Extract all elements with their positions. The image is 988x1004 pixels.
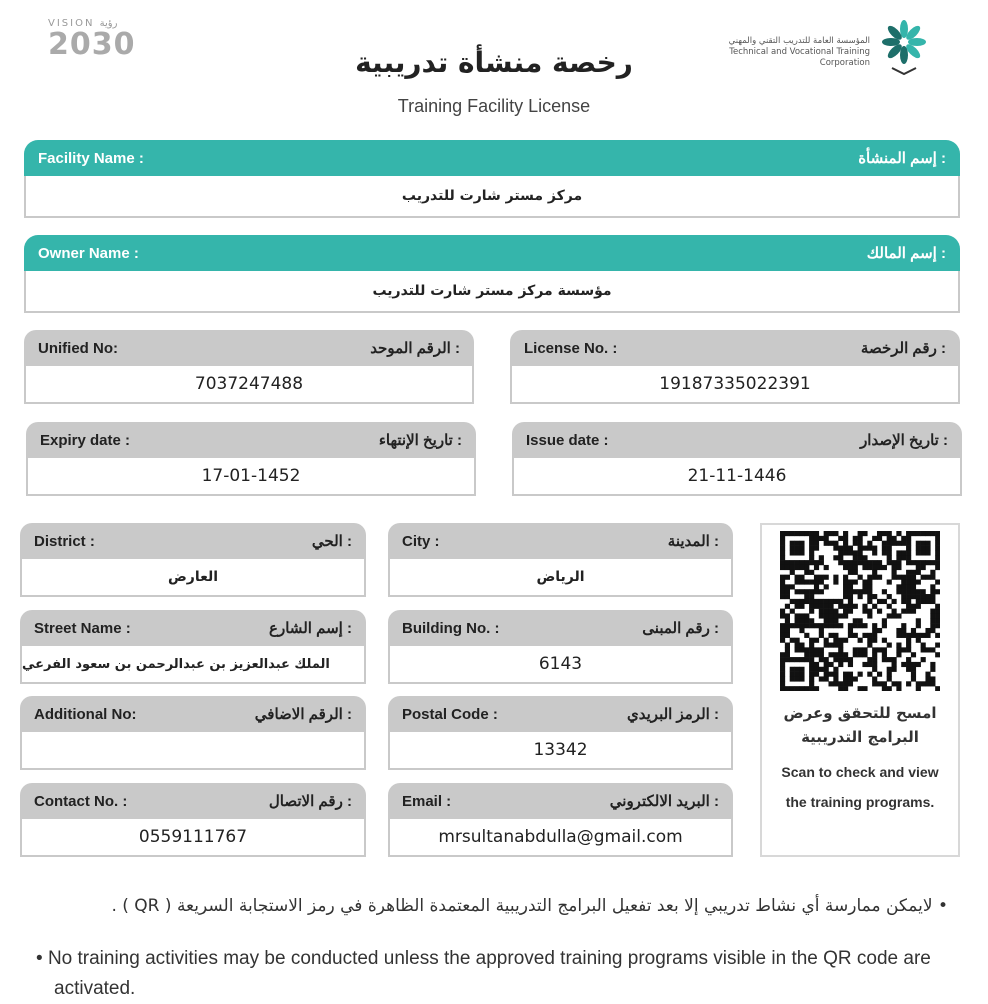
postal-label-en: Postal Code :: [402, 705, 498, 723]
city-label-ar: المدينة :: [667, 533, 719, 550]
issue-field: [512, 422, 962, 496]
owner-label-ar: إسم المالك :: [866, 245, 946, 262]
postal-header: [388, 696, 733, 732]
org-name-ar: المؤسسة العامة للتدريب التقني والمهني: [728, 36, 870, 46]
facility-field: [24, 140, 960, 218]
org-name-en: Technical and Vocational Training Corporation: [729, 47, 870, 68]
street-label-ar: إسم الشارع :: [269, 620, 352, 637]
contact-label-en: Contact No. :: [34, 792, 128, 810]
street-label-en: Street Name :: [34, 619, 131, 637]
title-arabic: رخصة منشأة تدريبية: [355, 46, 633, 79]
license-label-en: License No. :: [524, 339, 618, 357]
note-en-line-1: No training activities may be conducted unless the approved training programs visible in the QR code are: [47, 948, 931, 969]
additional-header: [20, 696, 366, 732]
qr-text-ar-1: امسح للتحقق وعرض: [783, 704, 937, 722]
postal-field: [388, 696, 733, 770]
street-header: [20, 610, 366, 646]
additional-value: [20, 732, 366, 770]
contact-label-ar: رقم الاتصال :: [268, 793, 352, 810]
owner-label-en: Owner Name :: [38, 244, 139, 262]
district-header: [20, 523, 366, 559]
note-ar-text: لايمكن ممارسة أي نشاط تدريبي إلا بعد تفعيل البرامج التدريبية المعتمدة الظاهرة في رمز الاستجابة السريعة ( QR ) .: [111, 896, 933, 916]
contact-value: 0559111767: [20, 819, 366, 857]
unified-label-en: Unified No:: [38, 339, 118, 357]
additional-field: [20, 696, 366, 770]
building-label-ar: رقم المبنى :: [642, 620, 719, 637]
city-field: [388, 523, 733, 597]
owner-header: [24, 235, 960, 271]
unified-value: 7037247488: [24, 366, 474, 404]
note-english: • No training activities may be conducted unless the approved training programs visible in the QR code are activated.: [36, 944, 931, 1004]
qr-code[interactable]: [780, 531, 940, 691]
postal-label-ar: الرمز البريدي :: [627, 706, 719, 723]
postal-value: 13342: [388, 732, 733, 770]
title-english: Training Facility License: [397, 96, 591, 116]
issue-label-ar: تاريخ الإصدار :: [860, 432, 948, 449]
owner-field: [24, 235, 960, 313]
note-arabic: • لايمكن ممارسة أي نشاط تدريبي إلا بعد تفعيل البرامج التدريبية المعتمدة الظاهرة في رمز الاستجابة السريعة ( QR ) .: [111, 896, 948, 916]
city-value: الرياض: [388, 559, 733, 597]
vision-2030-logo: VISION رؤية 2030: [48, 18, 136, 62]
facility-label-en: Facility Name :: [38, 149, 144, 167]
contact-field: [20, 783, 366, 857]
building-header: [388, 610, 733, 646]
issue-label-en: Issue date :: [526, 431, 609, 449]
building-label-en: Building No. :: [402, 619, 500, 637]
license-label-ar: رقم الرخصة :: [860, 340, 946, 357]
expiry-field: [26, 422, 476, 496]
street-field: [20, 610, 366, 684]
issue-header: [512, 422, 962, 458]
expiry-label-ar: تاريخ الإنتهاء :: [378, 432, 462, 449]
facility-value: مركز مستر شارت للتدريب: [24, 176, 960, 218]
facility-header: [24, 140, 960, 176]
qr-panel: [760, 523, 960, 857]
building-value: 6143: [388, 646, 733, 684]
email-label-en: Email :: [402, 792, 452, 810]
building-field: [388, 610, 733, 684]
license-field: [510, 330, 960, 404]
district-value: العارض: [20, 559, 366, 597]
expiry-header: [26, 422, 476, 458]
additional-label-en: Additional No:: [34, 705, 137, 723]
email-field: [388, 783, 733, 857]
owner-value: مؤسسة مركز مستر شارت للتدريب: [24, 271, 960, 313]
city-header: [388, 523, 733, 559]
district-label-ar: الحي :: [311, 533, 352, 550]
license-header: [510, 330, 960, 366]
license-value: 19187335022391: [510, 366, 960, 404]
unified-label-ar: الرقم الموحد :: [370, 340, 460, 357]
unified-field: [24, 330, 474, 404]
email-label-ar: البريد الالكتروني :: [609, 793, 719, 810]
email-value: mrsultanabdulla@gmail.com: [388, 819, 733, 857]
facility-label-ar: إسم المنشأة :: [858, 150, 946, 167]
city-label-en: City :: [402, 532, 440, 550]
email-header: [388, 783, 733, 819]
contact-header: [20, 783, 366, 819]
additional-label-ar: الرقم الاضافي :: [254, 706, 352, 723]
qr-text-en-2: the training programs.: [785, 794, 935, 810]
expiry-label-en: Expiry date :: [40, 431, 131, 449]
unified-header: [24, 330, 474, 366]
issue-value: 21-11-1446: [512, 458, 962, 496]
district-label-en: District :: [34, 532, 95, 550]
district-field: [20, 523, 366, 597]
street-value: الملك عبدالعزيز بن عبدالرحمن بن سعود الفرعي: [20, 646, 366, 684]
qr-text-en-1: Scan to check and view: [781, 764, 939, 780]
expiry-value: 17-01-1452: [26, 458, 476, 496]
qr-text-ar-2: البرامج التدريبية: [801, 728, 919, 746]
note-en-line-2: activated.: [54, 978, 136, 999]
